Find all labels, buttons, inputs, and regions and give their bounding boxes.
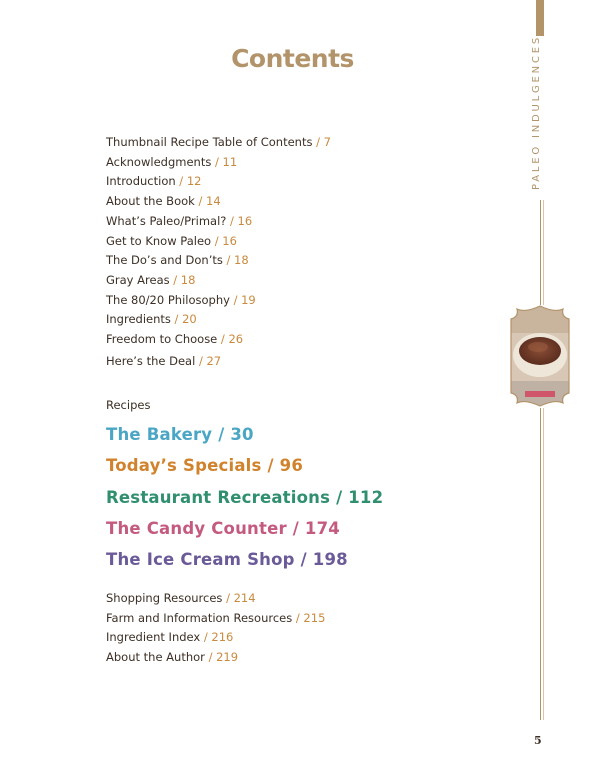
running-header: PALEO INDULGENCES bbox=[531, 35, 542, 190]
toc-entry[interactable] bbox=[106, 312, 197, 326]
entry-page: / 16 bbox=[214, 233, 237, 248]
entry-page: / 11 bbox=[214, 154, 238, 169]
entry-page: / 16 bbox=[230, 213, 253, 228]
divider-line bbox=[543, 408, 544, 720]
entry-label: Ingredients bbox=[106, 312, 171, 327]
section-candy-counter[interactable]: The Candy Counter / 174 bbox=[106, 519, 340, 538]
page-number: 5 bbox=[534, 734, 542, 747]
entry-label: About the Book bbox=[106, 194, 195, 209]
entry-page: / 12 bbox=[179, 174, 202, 189]
entry-label: The Do’s and Don’ts bbox=[106, 253, 223, 268]
entry-label: Farm and Information Resources bbox=[106, 610, 293, 625]
entry-label: Ingredient Index bbox=[106, 630, 201, 645]
entry-label: Freedom to Choose bbox=[106, 332, 218, 346]
entry-label: Introduction bbox=[106, 174, 176, 189]
toc-entry[interactable] bbox=[106, 630, 233, 644]
toc-entry[interactable] bbox=[106, 591, 256, 605]
entry-page: / 20 bbox=[174, 312, 197, 327]
divider-line bbox=[543, 200, 544, 305]
header-accent-bar bbox=[536, 0, 544, 36]
toc-entry[interactable] bbox=[106, 155, 237, 169]
section-restaurant-recreations[interactable]: Restaurant Recreations / 112 bbox=[106, 488, 384, 507]
entry-label: Shopping Resources bbox=[106, 591, 223, 605]
section-the-bakery[interactable]: The Bakery / 30 bbox=[106, 425, 254, 444]
entry-label: Gray Areas bbox=[106, 272, 170, 287]
entry-page: / 219 bbox=[208, 650, 239, 665]
entry-page: / 215 bbox=[295, 610, 326, 625]
toc-entry[interactable] bbox=[106, 354, 221, 368]
entry-label: Get to Know Paleo bbox=[106, 233, 212, 248]
entry-page: / 27 bbox=[198, 354, 222, 368]
entry-label: The 80/20 Philosophy bbox=[106, 292, 230, 307]
recipes-heading: Recipes bbox=[106, 398, 151, 412]
entry-page: / 18 bbox=[226, 253, 249, 268]
entry-page: / 14 bbox=[198, 194, 221, 209]
toc-entry[interactable] bbox=[106, 273, 195, 287]
toc-entry[interactable] bbox=[106, 194, 221, 208]
entry-page: / 18 bbox=[173, 272, 196, 287]
entry-label: What’s Paleo/Primal? bbox=[106, 213, 227, 228]
page-title: Contents bbox=[231, 44, 354, 73]
toc-entry[interactable] bbox=[106, 135, 331, 149]
entry-label: Acknowledgments bbox=[106, 154, 212, 169]
toc-entry[interactable] bbox=[106, 253, 249, 267]
entry-page: / 26 bbox=[220, 332, 244, 346]
entry-page: / 7 bbox=[316, 135, 331, 149]
entry-page: / 214 bbox=[226, 591, 256, 605]
toc-entry[interactable] bbox=[106, 174, 201, 188]
entry-label: Here’s the Deal bbox=[106, 354, 196, 368]
toc-entry[interactable] bbox=[106, 611, 325, 625]
toc-entry[interactable] bbox=[106, 650, 238, 664]
cocoa-powder-image bbox=[505, 303, 575, 409]
toc-entry[interactable] bbox=[106, 293, 256, 307]
toc-entry[interactable] bbox=[106, 214, 252, 228]
entry-page: / 216 bbox=[203, 630, 234, 645]
entry-page: / 19 bbox=[233, 292, 256, 307]
divider-line bbox=[540, 200, 541, 305]
toc-entry[interactable] bbox=[106, 332, 243, 346]
divider-line bbox=[540, 408, 541, 720]
section-todays-specials[interactable]: Today’s Specials / 96 bbox=[106, 456, 304, 475]
section-ice-cream-shop[interactable]: The Ice Cream Shop / 198 bbox=[106, 550, 348, 569]
toc-entry[interactable] bbox=[106, 234, 237, 248]
entry-label: Thumbnail Recipe Table of Contents bbox=[106, 135, 313, 149]
entry-label: About the Author bbox=[106, 650, 205, 665]
